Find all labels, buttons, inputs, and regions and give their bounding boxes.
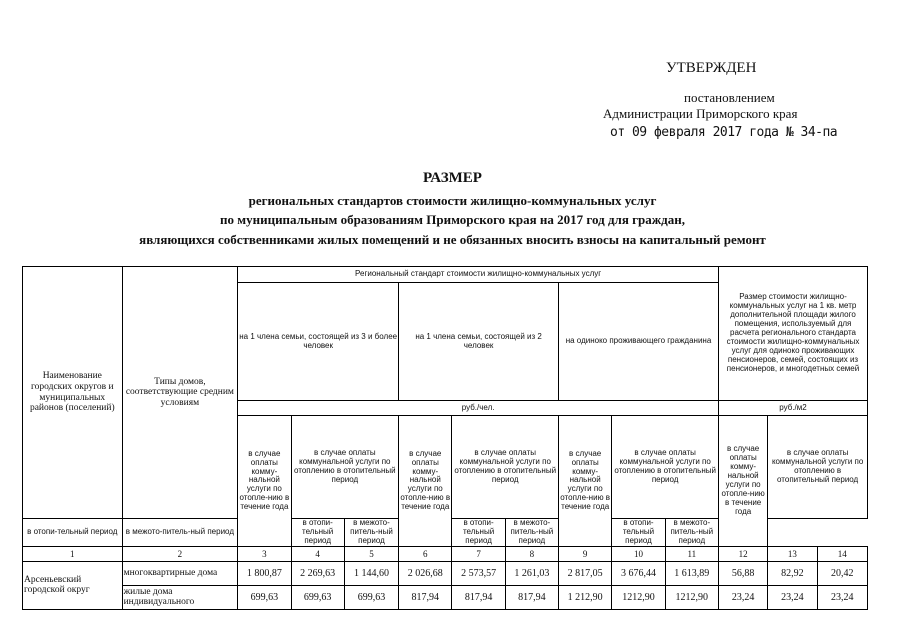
header-single: на одиноко проживающего гражданина — [559, 283, 719, 401]
header-off-heating: в межото-питель-ный период — [122, 519, 238, 547]
table-row — [23, 561, 868, 585]
value-cell: 20,42 — [817, 561, 867, 585]
column-number: 12 — [719, 546, 768, 561]
municipality-name: Арсеньевский городской округ — [23, 561, 123, 609]
document-title: РАЗМЕР — [423, 170, 482, 186]
value-cell: 1 261,03 — [505, 561, 558, 585]
value-cell: 1 212,90 — [559, 585, 612, 609]
header-family-2: на 1 члена семьи, состоящей из 2 человек — [399, 283, 559, 401]
header-during-year: в случае оплаты комму-нальной услуги по отопле-нию в течение года — [238, 416, 291, 547]
value-cell: 82,92 — [768, 561, 817, 585]
header-heating-period: в случае оплаты коммунальной услуги по отоплению в отопительный период — [291, 416, 399, 519]
header-heating-period: в случае оплаты коммунальной услуги по отоплению в отопительный период — [452, 416, 559, 519]
value-cell: 2 573,57 — [452, 561, 505, 585]
header-during-year: в случае оплаты комму-нальной услуги по отопле-нию в течение года — [399, 416, 452, 547]
unit-per-m2: руб./м2 — [719, 401, 868, 416]
header-heating: в отопи-тельный период — [291, 519, 344, 547]
value-cell: 817,94 — [505, 585, 558, 609]
value-cell: 1 800,87 — [238, 561, 291, 585]
group-header-standard: Региональный стандарт стоимости жилищно-коммунальных услуг — [238, 267, 719, 283]
column-number: 6 — [399, 546, 452, 561]
value-cell: 1212,90 — [612, 585, 665, 609]
value-cell: 1212,90 — [665, 585, 718, 609]
subtitle-line-2: по муниципальным образованиям Приморского края на 2017 год для граждан, — [220, 212, 685, 227]
approved-label: УТВЕРЖДЕН — [666, 60, 757, 76]
value-cell: 2 269,63 — [291, 561, 344, 585]
value-cell: 1 144,60 — [344, 561, 398, 585]
value-cell: 1 613,89 — [665, 561, 718, 585]
subtitle-line-3: являющихся собственниками жилых помещений и не обязанных вносить взносы на капитальный ремонт — [139, 232, 766, 247]
header-off-heating: в межото-питель-ный период — [344, 519, 398, 547]
header-heating-period: в случае оплаты коммунальной услуги по отоплению в отопительный период — [768, 416, 868, 519]
header-heating-period: в случае оплаты коммунальной услуги по отоплению в отопительный период — [612, 416, 719, 519]
value-cell: 699,63 — [344, 585, 398, 609]
column-number: 8 — [505, 546, 558, 561]
column-number: 10 — [612, 546, 665, 561]
house-type: жилые дома индивидуального — [122, 585, 238, 609]
decree-label: постановлением — [684, 90, 775, 105]
column-number: 14 — [817, 546, 867, 561]
administration-label: Администрации Приморского края — [603, 106, 798, 121]
column-number: 5 — [344, 546, 398, 561]
column-number: 4 — [291, 546, 344, 561]
value-cell: 23,24 — [768, 585, 817, 609]
column-number: 1 — [23, 546, 123, 561]
column-number: 7 — [452, 546, 505, 561]
subtitle-line-1: региональных стандартов стоимости жилищно-коммунальных услуг — [248, 193, 657, 208]
column-number: 13 — [768, 546, 817, 561]
table-row — [23, 585, 868, 609]
decree-date: от 09 февраля 2017 года № 34-па — [610, 125, 838, 140]
value-cell: 2 817,05 — [559, 561, 612, 585]
header-during-year: в случае оплаты комму-нальной услуги по отопле-нию в течение года — [559, 416, 612, 547]
extra-area-header: Размер стоимости жилищно-коммунальных услуг на 1 кв. метр дополнительной площади жилого помещения, используемый для расчета регионального стандарта стоимости жилищно-коммунальных услуг для одиноко проживающих пенсионеров, семей, состоящих из пенсионеров, и многодетных семей — [719, 267, 868, 401]
value-cell: 56,88 — [719, 561, 768, 585]
column-number: 9 — [559, 546, 612, 561]
value-cell: 699,63 — [291, 585, 344, 609]
column-number: 11 — [665, 546, 718, 561]
header-heating: в отопи-тельный период — [23, 519, 123, 547]
value-cell: 699,63 — [238, 585, 291, 609]
header-family-3: на 1 члена семьи, состоящей из 3 и более человек — [238, 283, 399, 401]
column-number-row — [23, 546, 868, 561]
column-number: 2 — [122, 546, 238, 561]
value-cell: 817,94 — [452, 585, 505, 609]
col-header-house-type: Типы домов, соответствующие средним условиям — [122, 267, 238, 519]
header-off-heating: в межото-питель-ный период — [665, 519, 718, 547]
value-cell: 817,94 — [399, 585, 452, 609]
value-cell: 23,24 — [719, 585, 768, 609]
house-type: многоквартирные дома — [122, 561, 238, 585]
header-heating: в отопи-тельный период — [452, 519, 505, 547]
value-cell: 2 026,68 — [399, 561, 452, 585]
header-off-heating: в межото-питель-ный период — [505, 519, 558, 547]
value-cell: 3 676,44 — [612, 561, 665, 585]
unit-per-person: руб./чел. — [238, 401, 719, 416]
header-heating: в отопи-тельный период — [612, 519, 665, 547]
standards-table — [22, 266, 868, 610]
value-cell: 23,24 — [817, 585, 867, 609]
header-during-year: в случае оплаты комму-нальной услуги по отопле-нию в течение года — [719, 416, 768, 547]
column-number: 3 — [238, 546, 291, 561]
col-header-municipality: Наименование городских округов и муниципальных районов (поселений) — [23, 267, 123, 519]
